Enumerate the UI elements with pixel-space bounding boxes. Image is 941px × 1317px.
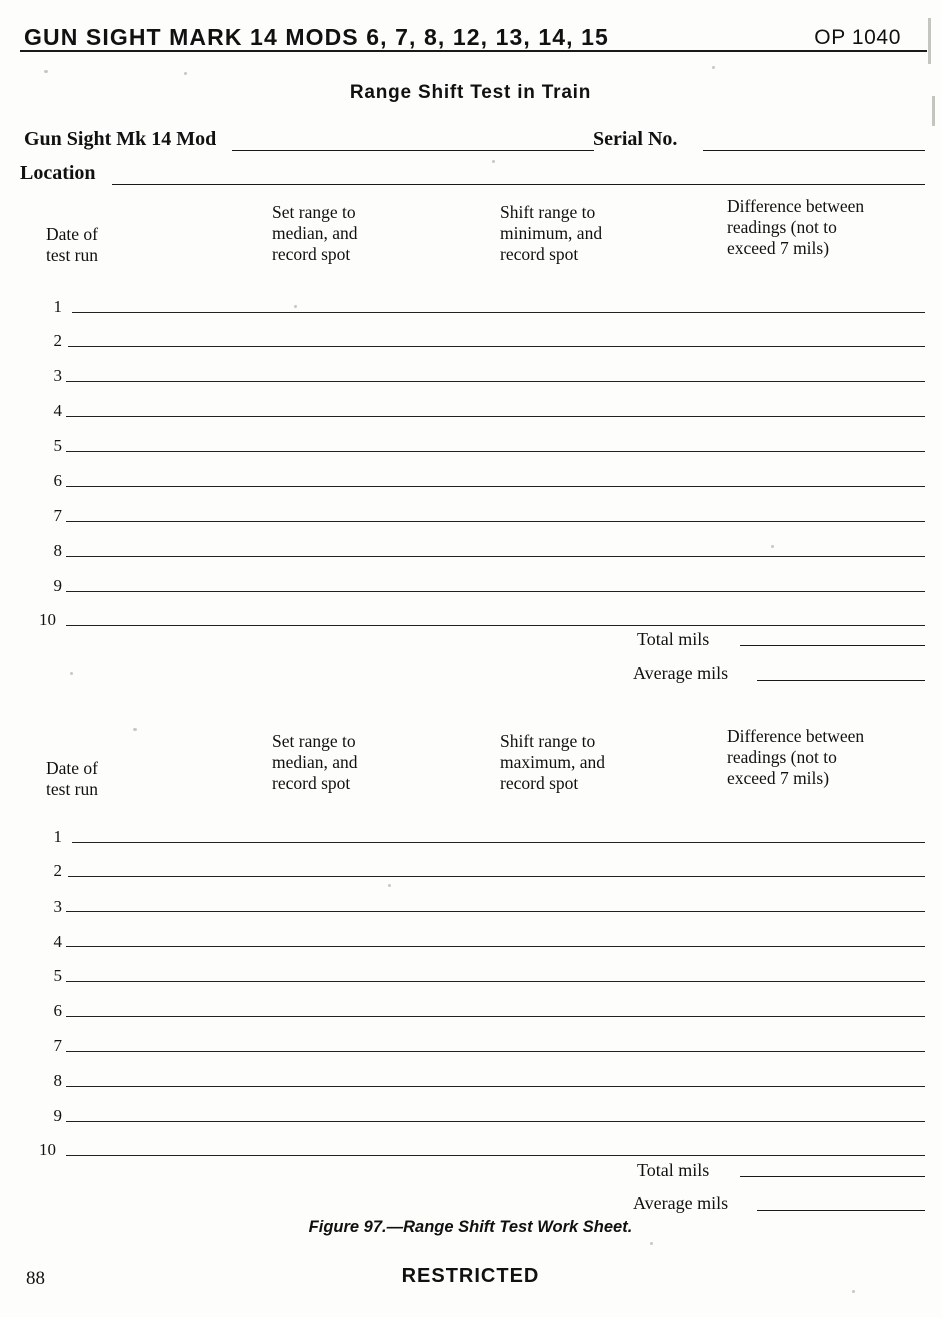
table-row[interactable] <box>66 1121 925 1122</box>
paper-speck <box>771 545 774 548</box>
table-row[interactable] <box>68 346 925 347</box>
column-header-set-range: Set range to median, and record spot <box>272 202 358 264</box>
row-number: 1 <box>53 827 62 846</box>
label-serial-no: Serial No. <box>593 128 678 150</box>
paper-speck <box>650 1242 653 1245</box>
row-number: 5 <box>53 436 62 455</box>
row-number: 9 <box>53 1106 62 1125</box>
paper-speck <box>294 305 297 308</box>
row-number: 6 <box>53 471 62 490</box>
table-row[interactable] <box>66 911 925 912</box>
table-row[interactable] <box>66 486 925 487</box>
row-number: 3 <box>53 366 62 385</box>
table-row[interactable] <box>66 591 925 592</box>
table-row[interactable] <box>66 1086 925 1087</box>
field-location[interactable] <box>112 184 925 185</box>
header-title: GUN SIGHT MARK 14 MODS 6, 7, 8, 12, 13, 14, 15 <box>24 24 609 50</box>
page-number: 88 <box>26 1268 45 1289</box>
average-mils-label: Average mils <box>633 1193 729 1213</box>
column-header-shift-range: Shift range to minimum, and record spot <box>500 202 603 264</box>
table-row[interactable] <box>66 1016 925 1017</box>
label-location: Location <box>20 162 96 184</box>
row-number: 3 <box>53 897 62 916</box>
table-row[interactable] <box>66 521 925 522</box>
paper-speck <box>184 72 187 75</box>
table-row[interactable] <box>68 876 925 877</box>
table-row[interactable] <box>66 625 925 626</box>
table-row[interactable] <box>72 842 925 843</box>
field-serial-no[interactable] <box>703 150 925 151</box>
header-op-number: OP 1040 <box>814 26 901 49</box>
average-mils-field[interactable] <box>757 1210 925 1211</box>
row-number: 2 <box>53 861 62 880</box>
row-number: 4 <box>53 401 62 420</box>
total-mils-field[interactable] <box>740 645 925 646</box>
paper-speck <box>133 728 137 731</box>
paper-speck <box>712 66 715 69</box>
table-row[interactable] <box>66 416 925 417</box>
row-number: 7 <box>53 506 62 525</box>
paper-speck <box>388 884 391 887</box>
paper-speck <box>852 1290 855 1293</box>
row-number: 10 <box>39 610 56 629</box>
row-number: 8 <box>53 1071 62 1090</box>
table-row[interactable] <box>66 1155 925 1156</box>
row-number: 1 <box>53 297 62 316</box>
row-number: 7 <box>53 1036 62 1055</box>
page-edge-mark <box>928 18 931 64</box>
row-number: 8 <box>53 541 62 560</box>
table-row[interactable] <box>66 981 925 982</box>
table-row[interactable] <box>66 556 925 557</box>
table-row[interactable] <box>72 312 925 313</box>
column-header-shift-range: Shift range to maximum, and record spot <box>500 731 605 793</box>
table-row[interactable] <box>66 1051 925 1052</box>
classification-footer: RESTRICTED <box>401 1265 540 1287</box>
paper-speck <box>492 160 495 163</box>
row-number: 10 <box>39 1140 56 1159</box>
column-header-date: Date of test run <box>46 758 99 799</box>
paper-speck <box>70 672 73 675</box>
row-number: 6 <box>53 1001 62 1020</box>
column-header-date: Date of test run <box>46 224 99 265</box>
table-row[interactable] <box>66 946 925 947</box>
table-row[interactable] <box>66 381 925 382</box>
row-number: 5 <box>53 966 62 985</box>
column-header-difference: Difference between readings (not to exceed 7 mils) <box>727 196 865 258</box>
header-divider <box>20 50 927 52</box>
table-row[interactable] <box>66 451 925 452</box>
row-number: 9 <box>53 576 62 595</box>
field-gun-sight-mod[interactable] <box>232 150 594 151</box>
page-edge-mark <box>932 96 935 126</box>
total-mils-label: Total mils <box>637 629 710 649</box>
figure-caption: Figure 97.—Range Shift Test Work Sheet. <box>308 1218 633 1236</box>
form-title: Range Shift Test in Train <box>349 82 592 103</box>
row-number: 2 <box>53 331 62 350</box>
paper-speck <box>44 70 48 73</box>
column-header-difference: Difference between readings (not to exceed 7 mils) <box>727 726 865 788</box>
average-mils-label: Average mils <box>633 663 729 683</box>
total-mils-field[interactable] <box>740 1176 925 1177</box>
label-gun-sight-mod: Gun Sight Mk 14 Mod <box>24 128 217 150</box>
row-number: 4 <box>53 932 62 951</box>
average-mils-field[interactable] <box>757 680 925 681</box>
total-mils-label: Total mils <box>637 1160 710 1180</box>
column-header-set-range: Set range to median, and record spot <box>272 731 358 793</box>
